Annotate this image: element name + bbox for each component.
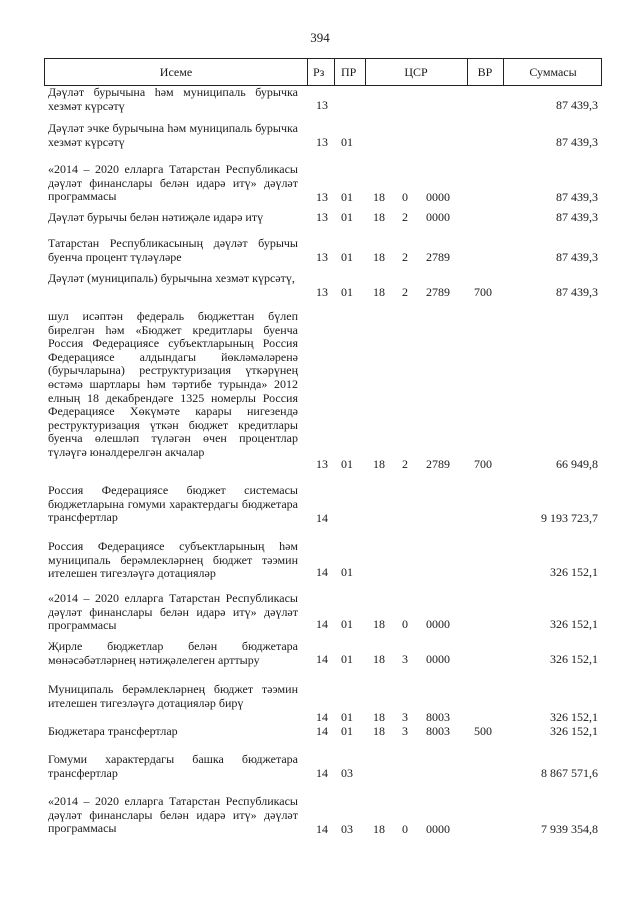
row-name: Җирле бюджетлар белән бюджетара мөнәсәбәтләрнең нәтиҗәлелеген арттыру (48, 639, 298, 667)
row-csr-direction: 0000 (426, 617, 450, 631)
row-rz: 13 (316, 285, 328, 299)
row-sum: 7 939 354,8 (541, 822, 598, 836)
row-name: Дәүләт (муниципаль) бурычына хезмәт күрсәтү, (48, 271, 295, 285)
table-row (44, 484, 602, 536)
budget-table (44, 58, 602, 835)
row-csr-subprogram: 2 (402, 457, 408, 471)
row-csr-program: 18 (373, 210, 385, 224)
row-pr: 03 (341, 766, 353, 780)
row-csr-subprogram: 0 (402, 617, 408, 631)
row-sum: 87 439,3 (556, 190, 598, 204)
row-csr-program: 18 (373, 457, 385, 471)
table-row (44, 636, 602, 673)
row-rz: 14 (316, 724, 328, 738)
row-sum: 87 439,3 (556, 135, 598, 149)
row-name: Россия Федерациясе субъектларының һәм муниципаль берәмлекләрнең бюджет тәэмин ителешен тигезләүгә дотацияләр (48, 539, 298, 581)
row-rz: 14 (316, 766, 328, 780)
row-csr-program: 18 (373, 285, 385, 299)
row-csr-direction: 2789 (426, 285, 450, 299)
row-vr: 700 (474, 285, 492, 299)
table-row (44, 536, 602, 588)
row-csr-direction: 8003 (426, 710, 450, 724)
row-sum: 9 193 723,7 (541, 511, 598, 525)
row-rz: 14 (316, 565, 328, 579)
row-name: «2014 – 2020 елларга Татарстан Республикасы дәүләт финанслары белән идарә итү» дәүләт программасы (48, 591, 298, 633)
row-vr: 500 (474, 724, 492, 738)
table-row (44, 209, 602, 229)
row-rz: 14 (316, 617, 328, 631)
row-csr-program: 18 (373, 724, 385, 738)
row-pr: 01 (341, 724, 353, 738)
row-csr-subprogram: 3 (402, 652, 408, 666)
row-name: Россия Федерациясе бюджет системасы бюджетларына гомуми характердагы бюджетара трансфертлар (48, 483, 298, 525)
row-csr-direction: 2789 (426, 250, 450, 264)
row-pr: 01 (341, 457, 353, 471)
header-pr: ПР (341, 65, 357, 79)
row-csr-subprogram: 0 (402, 190, 408, 204)
row-rz: 13 (316, 190, 328, 204)
row-pr: 01 (341, 190, 353, 204)
row-pr: 01 (341, 710, 353, 724)
row-name: Муниципаль берәмлекләрнең бюджет тәэмин ителешен тигезләүгә дотацияләр бирү (48, 682, 298, 710)
row-sum: 87 439,3 (556, 98, 598, 112)
row-sum: 87 439,3 (556, 250, 598, 264)
table-row (44, 229, 602, 266)
row-pr: 03 (341, 822, 353, 836)
row-sum: 326 152,1 (550, 710, 598, 724)
table-row (44, 116, 602, 153)
header-sum: Суммасы (529, 65, 577, 79)
row-rz: 14 (316, 511, 328, 525)
table-row (44, 785, 602, 835)
row-csr-subprogram: 0 (402, 822, 408, 836)
row-sum: 87 439,3 (556, 285, 598, 299)
row-rz: 13 (316, 135, 328, 149)
row-csr-program: 18 (373, 190, 385, 204)
row-pr: 01 (341, 565, 353, 579)
row-vr: 700 (474, 457, 492, 471)
row-csr-program: 18 (373, 250, 385, 264)
page-number: 394 (310, 30, 330, 45)
row-csr-direction: 8003 (426, 724, 450, 738)
table-row (44, 745, 602, 785)
row-csr-subprogram: 2 (402, 285, 408, 299)
header-name: Исеме (159, 65, 193, 79)
row-csr-direction: 2789 (426, 457, 450, 471)
row-sum: 66 949,8 (556, 457, 598, 471)
row-name: Дәүләт бурычы белән нәтиҗәле идарә итү (48, 210, 264, 224)
row-csr-direction: 0000 (426, 210, 450, 224)
row-csr-program: 18 (373, 822, 385, 836)
row-csr-subprogram: 3 (402, 710, 408, 724)
row-csr-direction: 0000 (426, 652, 450, 666)
row-name: Дәүләт эчке бурычына һәм муниципаль бурычка хезмәт күрсәтү (48, 121, 298, 149)
row-rz: 13 (316, 210, 328, 224)
row-rz: 14 (316, 710, 328, 724)
row-csr-direction: 0000 (426, 190, 450, 204)
row-pr: 01 (341, 210, 353, 224)
row-csr-subprogram: 3 (402, 724, 408, 738)
table-row (44, 588, 602, 636)
table-row (44, 296, 602, 484)
row-csr-program: 18 (373, 617, 385, 631)
row-pr: 01 (341, 285, 353, 299)
row-sum: 326 152,1 (550, 565, 598, 579)
row-csr-program: 18 (373, 710, 385, 724)
row-pr: 01 (341, 250, 353, 264)
row-name: Татарстан Республикасының дәүләт бурычы буенча процент түләүләре (48, 236, 298, 264)
row-csr-direction: 0000 (426, 822, 450, 836)
row-name: Гомуми характердагы башка бюджетара трансфертлар (48, 752, 298, 780)
header-csr: ЦСР (404, 65, 428, 79)
row-sum: 326 152,1 (550, 724, 598, 738)
row-rz: 13 (316, 98, 328, 112)
table-row (44, 86, 602, 116)
table-row (44, 153, 602, 209)
row-sum: 326 152,1 (550, 617, 598, 631)
table-row (44, 673, 602, 723)
row-rz: 14 (316, 652, 328, 666)
row-pr: 01 (341, 135, 353, 149)
row-csr-subprogram: 2 (402, 210, 408, 224)
row-csr-subprogram: 2 (402, 250, 408, 264)
table-row (44, 723, 602, 745)
row-name: «2014 – 2020 елларга Татарстан Республикасы дәүләт финанслары белән идарә итү» дәүләт программасы (48, 162, 298, 204)
row-name: «2014 – 2020 елларга Татарстан Республикасы дәүләт финанслары белән идарә итү» дәүләт программасы (48, 794, 298, 836)
row-csr-program: 18 (373, 652, 385, 666)
row-rz: 14 (316, 822, 328, 836)
header-rz: Рз (313, 65, 325, 79)
row-rz: 13 (316, 250, 328, 264)
row-name: Дәүләт бурычына һәм муниципаль бурычка хезмәт күрсәтү (48, 85, 298, 113)
row-sum: 8 867 571,6 (541, 766, 598, 780)
row-name: шул исәптән федераль бюджеттан бүлеп бирелгән һәм «Бюджет кредитлары буенча Россия Федерациясе субъектларының Россия Федерациясе алдындагы йөкләмәләренә (бурычларына) реструктуризация үткәрүнең өстәмә шартлары һәм тәртибе турында» 2012 елның 18 декабрендәге 1325 номерлы Россия Федерациясе Хөкүмәте карары нигезендә реструктуризация үткән бюджет кредитлары буенча өлешләп түләгән өчен процентлар түләүгә юнәлдерелгән акчалар (48, 309, 298, 459)
table-row (44, 266, 602, 299)
row-pr: 01 (341, 617, 353, 631)
row-rz: 13 (316, 457, 328, 471)
row-name: Бюджетара трансфертлар (48, 724, 178, 738)
table-header (44, 58, 602, 86)
header-vr: ВР (477, 65, 493, 79)
row-sum: 326 152,1 (550, 652, 598, 666)
row-pr: 01 (341, 652, 353, 666)
row-sum: 87 439,3 (556, 210, 598, 224)
